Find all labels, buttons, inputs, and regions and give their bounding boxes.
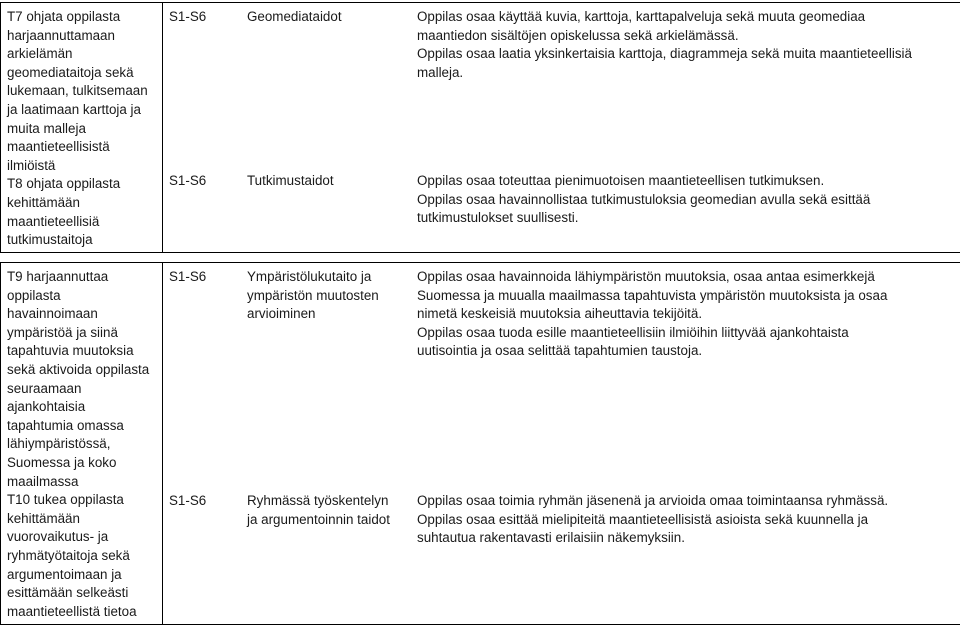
- objective-line: ilmiöistä: [7, 157, 56, 173]
- grade-code: S1-S6: [169, 493, 207, 508]
- objective-line: lähiympäristössä,: [7, 436, 111, 452]
- objective-t7: [7, 8, 162, 175]
- objective-line: lukemaan, tulkitsemaan: [7, 83, 148, 99]
- objective-line: harjaannuttamaan: [7, 27, 115, 43]
- description-line: maantiedon sisältöjen opiskelussa sekä arkielämässä.: [417, 27, 739, 43]
- objective-line: vuorovaikutus- ja: [7, 529, 109, 545]
- description-line: Oppilas osaa käyttää kuvia, karttoja, karttapalveluja sekä muuta geomediaa: [417, 9, 866, 24]
- description-line: Oppilas osaa havainnollistaa tutkimustuloksia geomedian avulla sekä esittää: [417, 191, 871, 207]
- objective-line: maantieteellistä tietoa: [7, 603, 137, 619]
- objective-line: tapahtuvia muutoksia: [7, 343, 134, 359]
- grade-code: S1-S6: [169, 269, 207, 284]
- objective-line: maantieteellisistä: [7, 139, 110, 155]
- content-area: Tutkimustaidot: [247, 173, 334, 188]
- objective-line: T8 ohjata oppilasta: [7, 176, 121, 192]
- objective-line: arkielämän: [7, 46, 73, 62]
- description-line: Oppilas osaa toimia ryhmän jäsenenä ja arvioida omaa toimintaansa ryhmässä.: [417, 493, 889, 508]
- objective-line: maailmassa: [7, 473, 79, 489]
- grade-code: S1-S6: [169, 9, 207, 24]
- content-table: [169, 8, 960, 228]
- table-row: [169, 492, 960, 548]
- description-line: malleja.: [417, 64, 464, 80]
- objectives-cell: [1, 3, 163, 253]
- objectives-table-1: [0, 2, 960, 253]
- grade-code: S1-S6: [169, 173, 207, 188]
- description-line: Oppilas osaa toteuttaa pienimuotoisen maantieteellisen tutkimuksen.: [417, 173, 825, 188]
- description-line: suhtautua rakentavasti erilaisiin näkemyksiin.: [417, 530, 685, 546]
- objective-t10: [7, 491, 162, 621]
- content-area: arvioiminen: [247, 306, 316, 322]
- objective-line: kehittämään: [7, 510, 80, 526]
- objective-line: maantieteellisiä: [7, 213, 100, 229]
- content-cell: [163, 3, 960, 253]
- objective-line: T10 tukea oppilasta: [7, 492, 124, 508]
- objective-line: kehittämään: [7, 194, 80, 210]
- objective-line: esittämään selkeästi: [7, 585, 129, 601]
- objective-line: havainnoimaan: [7, 306, 98, 322]
- description-line: nimetä keskeisiä muutoksia aiheuttavia tekijöitä.: [417, 306, 703, 322]
- content-area: Ympäristölukutaito ja: [247, 269, 372, 284]
- table-row: [169, 172, 960, 228]
- objective-t8: [7, 175, 162, 249]
- description-line: tutkimustulokset suullisesti.: [417, 210, 579, 226]
- objective-line: ja laatimaan karttoja ja: [7, 101, 141, 117]
- objective-line: muita malleja: [7, 120, 86, 136]
- objective-line: argumentoimaan ja: [7, 566, 122, 582]
- objective-line: seuraamaan: [7, 380, 82, 396]
- objective-line: ympäristöä ja siinä: [7, 324, 118, 340]
- objective-line: geomediataitoja sekä: [7, 64, 134, 80]
- description-line: Oppilas osaa tuoda esille maantieteellisiin ilmiöihin liittyvää ajankohtaista: [417, 324, 849, 340]
- objective-line: ryhmätyötaitoja sekä: [7, 547, 130, 563]
- objective-line: ajankohtaisia: [7, 399, 86, 415]
- content-area: ja argumentoinnin taidot: [247, 511, 390, 527]
- objective-line: sekä aktivoida oppilasta: [7, 361, 150, 377]
- description-line: Oppilas osaa havainnoida lähiympäristön muutoksia, osaa antaa esimerkkejä: [417, 269, 875, 284]
- table-row: [169, 268, 960, 492]
- description-line: Oppilas osaa esittää mielipiteitä maantieteellisistä asioista sekä kuunnella ja: [417, 511, 869, 527]
- description-line: Oppilas osaa laatia yksinkertaisia karttoja, diagrammeja sekä muita maantieteellisiä: [417, 46, 912, 62]
- objectives-cell: [1, 263, 163, 625]
- objective-line: Suomessa ja koko: [7, 454, 117, 470]
- objectives-table-2: [0, 262, 960, 625]
- description-line: Suomessa ja muualla maailmassa tapahtuvista ympäristön muutoksista ja osaa: [417, 287, 888, 303]
- content-table: [169, 268, 960, 548]
- content-area: Ryhmässä työskentelyn: [247, 493, 389, 508]
- objective-line: T7 ohjata oppilasta: [7, 9, 121, 24]
- objective-line: tapahtumia omassa: [7, 417, 124, 433]
- objective-line: oppilasta: [7, 287, 61, 303]
- content-area: Geomediataidot: [247, 9, 342, 24]
- objective-t9: [7, 268, 162, 491]
- description-line: uutisointia ja osaa selittää tapahtumien taustoja.: [417, 343, 703, 359]
- objective-line: tutkimustaitoja: [7, 232, 93, 248]
- table-row: [169, 8, 960, 172]
- content-area: ympäristön muutosten: [247, 287, 379, 303]
- objective-line: T9 harjaannuttaa: [7, 269, 109, 284]
- content-cell: [163, 263, 960, 625]
